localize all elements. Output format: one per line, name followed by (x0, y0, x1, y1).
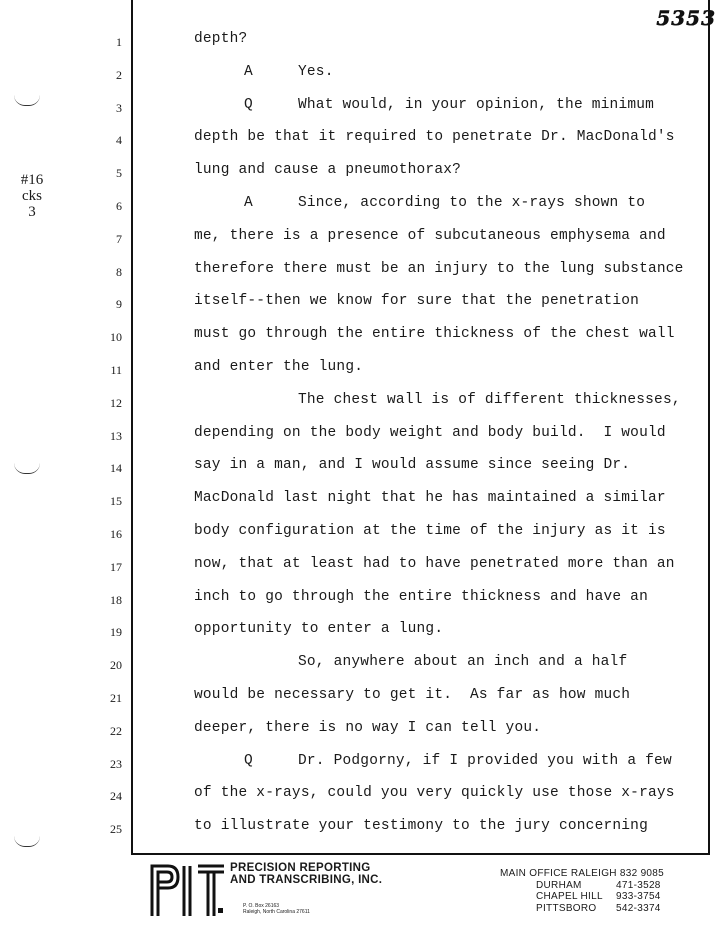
line-text: and enter the lung. (194, 359, 364, 375)
transcript-line (0, 389, 720, 422)
firm-name (230, 862, 382, 886)
transcript-line (0, 684, 720, 717)
line-number: 13 (110, 428, 122, 443)
line-text: would be necessary to get it. As far as how much (194, 687, 631, 703)
office-list (500, 868, 664, 914)
line-number: 6 (116, 199, 122, 213)
line-text: opportunity to enter a lung. (194, 621, 444, 638)
line-text: lung and cause a pneumothorax? (194, 162, 462, 179)
line-text: to illustrate your testimony to the jury concerning (194, 818, 648, 835)
line-number: 25 (110, 822, 122, 837)
line-text: body configuration at the time of the injury as it is (194, 523, 666, 539)
line-text: depth be that it required to penetrate Dr. MacDonald's (194, 129, 675, 146)
line-number: 5 (116, 166, 122, 181)
firm-name-line: AND TRANSCRIBING, INC. (230, 874, 383, 886)
transcript-line (0, 356, 720, 389)
transcript-line (0, 225, 720, 258)
line-number: 20 (110, 658, 122, 673)
line-text: What would, in your opinion, the minimum (298, 96, 655, 113)
firm-name-line: PRECISION REPORTING (230, 862, 371, 874)
office-phone: 542-3374 (616, 902, 661, 914)
line-number: 1 (116, 35, 122, 49)
firm-address (243, 903, 310, 915)
line-text: say in a man, and I would assume since seeing Dr. (194, 457, 631, 474)
office-city: CHAPEL HILL (536, 891, 603, 902)
line-number: 7 (116, 231, 122, 246)
transcript-line (0, 28, 720, 61)
line-number: 24 (110, 789, 122, 804)
line-number: 2 (116, 67, 122, 82)
line-text: Since, according to the x-rays shown to (298, 195, 646, 211)
transcript-line (0, 487, 720, 520)
line-text: The chest wall is of different thicknesses, (298, 391, 681, 408)
pt-logo (148, 860, 228, 920)
line-text: now, that at least had to have penetrated more than an (194, 555, 675, 572)
line-number: 22 (110, 723, 122, 738)
main-office: MAIN OFFICE RALEIGH 832 9085 (500, 868, 665, 879)
transcript-line (0, 651, 720, 684)
office-row (536, 891, 664, 903)
line-number: 14 (110, 461, 122, 476)
line-text: MacDonald last night that he has maintained a similar (194, 490, 666, 507)
line-number: 21 (110, 691, 122, 705)
line-text: Yes. (298, 63, 334, 80)
line-text: inch to go through the entire thickness and have an (194, 588, 648, 605)
line-text: Dr. Podgorny, if I provided you with a few (298, 752, 672, 769)
page-number: 5353 (656, 6, 716, 30)
transcript-line (0, 520, 720, 553)
line-number: 9 (116, 297, 122, 312)
transcript-line (0, 782, 720, 815)
line-text: therefore there must be an injury to the lung substance (194, 260, 684, 277)
bottom-rule (131, 853, 710, 855)
line-text: itself--then we know for sure that the penetration (194, 293, 640, 310)
transcript-line (0, 61, 720, 94)
transcript-line (0, 258, 720, 291)
address-line: Raleigh, North Carolina 27611 (243, 909, 310, 915)
transcript-line (0, 290, 720, 323)
line-number: 16 (110, 527, 122, 541)
transcript-line (0, 323, 720, 356)
speaker-label: A (244, 195, 253, 211)
line-number: 10 (110, 330, 122, 345)
office-phone: 471-3528 (616, 879, 661, 891)
line-number: 15 (110, 494, 122, 509)
speaker-label: A (244, 63, 253, 80)
transcript-line (0, 750, 720, 783)
line-number: 23 (110, 756, 122, 771)
transcript-line (0, 159, 720, 192)
line-text: depth? (194, 31, 248, 47)
line-text: depending on the body weight and body build. I would (194, 424, 666, 441)
transcript-line (0, 94, 720, 127)
office-row (536, 880, 664, 892)
margin-note-line: 3 (28, 204, 36, 220)
office-row (536, 903, 664, 915)
speaker-label: Q (244, 96, 253, 113)
transcript-line (0, 618, 720, 651)
line-number: 3 (116, 100, 122, 115)
line-text: So, anywhere about an inch and a half (298, 654, 628, 671)
line-number: 4 (116, 133, 122, 148)
transcript-line (0, 553, 720, 586)
line-number: 11 (110, 363, 122, 377)
line-text: deeper, there is no way I can tell you. (194, 719, 542, 736)
transcript-line (0, 454, 720, 487)
office-phone: 933-3754 (616, 891, 661, 902)
margin-note-line: cks (22, 188, 42, 204)
speaker-label: Q (244, 752, 253, 769)
line-text: me, there is a presence of subcutaneous emphysema and (194, 227, 666, 244)
transcript-line (0, 192, 720, 225)
margin-note-line: #16 (20, 172, 44, 188)
line-number: 19 (110, 625, 122, 640)
transcript-line (0, 586, 720, 619)
line-text: must go through the entire thickness of the chest wall (194, 326, 675, 343)
transcript-line (0, 717, 720, 750)
line-number: 8 (116, 264, 122, 279)
office-city: PITTSBORO (536, 902, 597, 914)
line-number: 18 (110, 592, 122, 607)
transcript-line (0, 126, 720, 159)
office-city: DURHAM (536, 879, 582, 891)
address-line: P. O. Box 26163 (243, 903, 280, 909)
line-number: 17 (110, 559, 122, 574)
line-number: 12 (110, 395, 122, 410)
line-text: of the x-rays, could you very quickly use those x-rays (194, 785, 675, 802)
transcript-line (0, 422, 720, 455)
transcript-line (0, 815, 720, 848)
